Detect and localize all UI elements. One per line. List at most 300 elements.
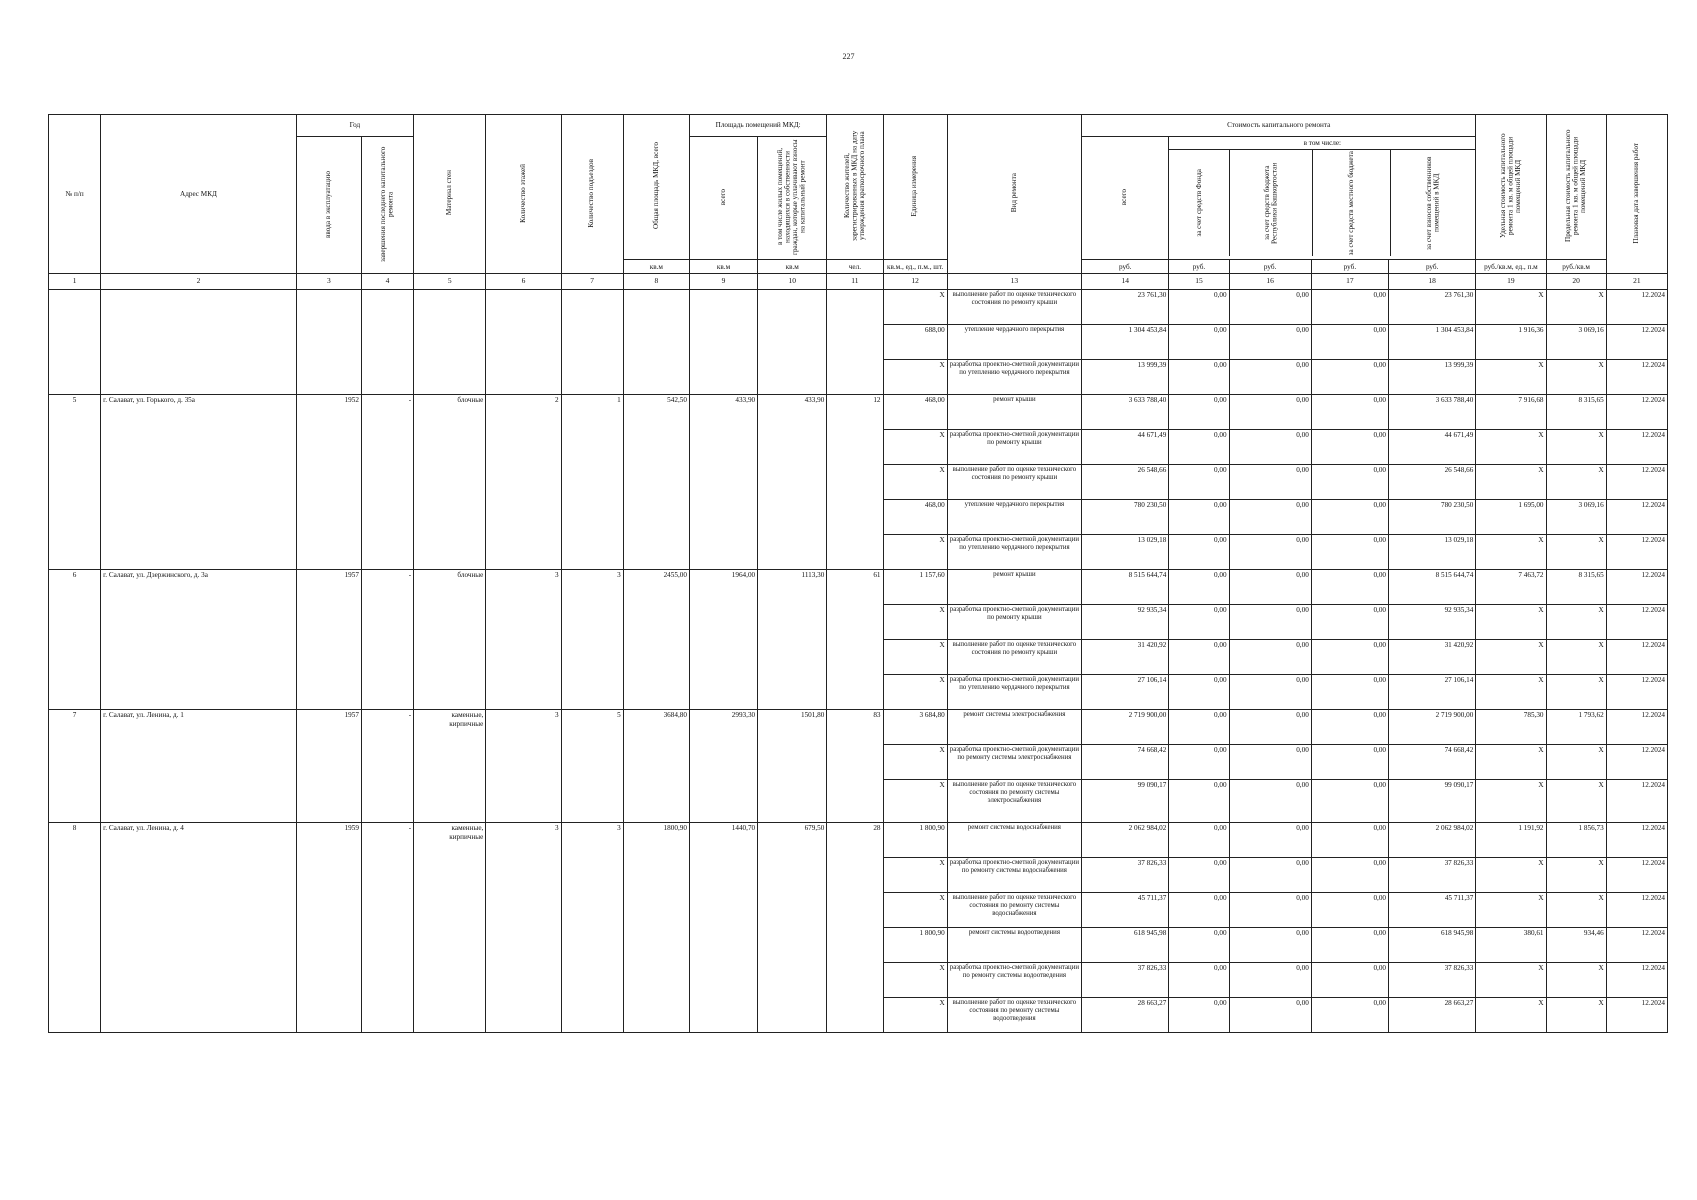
year-last-repair: - (361, 823, 413, 1033)
cost-local: 0,00 (1311, 780, 1388, 823)
header-year-last-repair (361, 137, 413, 274)
column-number: 7 (561, 274, 623, 290)
header-total-area (623, 115, 689, 260)
cost-fund: 0,00 (1169, 745, 1229, 780)
unit-cost: X (1476, 858, 1546, 893)
planned-date: 12.2024 (1606, 963, 1667, 998)
floors-count (486, 290, 561, 395)
header-area-total-label: всего (718, 188, 727, 206)
premises-area: 1440,70 (689, 823, 757, 1033)
planned-date: 12.2024 (1606, 675, 1667, 710)
owned-area: 433,90 (758, 395, 827, 570)
column-number: 14 (1082, 274, 1169, 290)
header-including-group (1169, 137, 1476, 260)
cost-local: 0,00 (1311, 360, 1388, 395)
planned-date: 12.2024 (1606, 500, 1667, 535)
unit-cost: X (1476, 430, 1546, 465)
header-cost-fund (1169, 150, 1230, 256)
cost-total: 13 029,18 (1082, 535, 1169, 570)
cost-fund: 0,00 (1169, 675, 1229, 710)
cost-republic: 0,00 (1229, 325, 1311, 360)
max-cost: X (1546, 535, 1606, 570)
cost-total: 8 515 644,74 (1082, 570, 1169, 605)
cost-fund: 0,00 (1169, 893, 1229, 928)
premises-area: 2993,30 (689, 710, 757, 823)
cost-owners: 37 826,33 (1389, 858, 1476, 893)
work-quantity: X (883, 640, 947, 675)
unit-cost-republic: руб. (1229, 260, 1311, 274)
cost-fund: 0,00 (1169, 325, 1229, 360)
floors-count: 3 (486, 570, 561, 710)
work-quantity: 688,00 (883, 325, 947, 360)
header-total-area-label: Общая площадь МКД, всего (651, 142, 660, 230)
entrances-count: 3 (561, 570, 623, 710)
cost-owners: 13 999,39 (1389, 360, 1476, 395)
work-quantity: X (883, 893, 947, 928)
cost-owners: 8 515 644,74 (1389, 570, 1476, 605)
cost-total: 31 420,92 (1082, 640, 1169, 675)
cost-local: 0,00 (1311, 928, 1388, 963)
planned-date: 12.2024 (1606, 928, 1667, 963)
cost-republic: 0,00 (1229, 710, 1311, 745)
work-type: разработка проектно-сметной документации по ремонту системы водоснабжения (947, 858, 1081, 893)
header-including-cells (1169, 150, 1475, 256)
cost-local: 0,00 (1311, 858, 1388, 893)
house-address: г. Салават, ул. Ленина, д. 1 (101, 710, 297, 823)
cost-fund: 0,00 (1169, 465, 1229, 500)
entrances-count (561, 290, 623, 395)
work-type: разработка проектно-сметной документации по ремонту системы водоотведения (947, 963, 1081, 998)
year-commissioning: 1957 (296, 710, 361, 823)
work-quantity: X (883, 675, 947, 710)
cost-fund: 0,00 (1169, 928, 1229, 963)
column-number: 12 (883, 274, 947, 290)
cost-republic: 0,00 (1229, 465, 1311, 500)
cost-owners: 45 711,37 (1389, 893, 1476, 928)
header-residents (827, 115, 883, 260)
unit-cost: X (1476, 605, 1546, 640)
cost-fund: 0,00 (1169, 858, 1229, 893)
planned-date: 12.2024 (1606, 998, 1667, 1033)
unit-cost: X (1476, 675, 1546, 710)
cost-republic: 0,00 (1229, 858, 1311, 893)
header-max-cost (1546, 115, 1606, 260)
work-type: выполнение работ по оценке технического состояния по ремонту крыши (947, 640, 1081, 675)
cost-total: 27 106,14 (1082, 675, 1169, 710)
unit-cost-total: руб. (1082, 260, 1169, 274)
cost-total: 44 671,49 (1082, 430, 1169, 465)
house-address (101, 290, 297, 395)
column-number: 17 (1311, 274, 1388, 290)
header-entrances-label: Количество подъездов (587, 158, 596, 228)
unit-residents: чел. (827, 260, 883, 274)
house-address: г. Салават, ул. Ленина, д. 4 (101, 823, 297, 1033)
year-last-repair (361, 290, 413, 395)
wall-material (414, 290, 486, 395)
wall-material: блочные (414, 395, 486, 570)
header-cost-total (1082, 137, 1169, 260)
unit-cost: X (1476, 535, 1546, 570)
work-quantity: X (883, 360, 947, 395)
planned-date: 12.2024 (1606, 325, 1667, 360)
work-quantity: X (883, 780, 947, 823)
header-year-group: Год (296, 115, 413, 137)
cost-fund: 0,00 (1169, 640, 1229, 675)
column-number: 11 (827, 274, 883, 290)
total-area: 3684,80 (623, 710, 689, 823)
unit-cost-fund: руб. (1169, 260, 1229, 274)
column-number: 13 (947, 274, 1081, 290)
planned-date: 12.2024 (1606, 745, 1667, 780)
cost-local: 0,00 (1311, 325, 1388, 360)
column-number: 20 (1546, 274, 1606, 290)
floors-count: 3 (486, 710, 561, 823)
work-type: разработка проектно-сметной документации по ремонту системы электроснабжения (947, 745, 1081, 780)
year-commissioning: 1952 (296, 395, 361, 570)
work-quantity: X (883, 858, 947, 893)
header-unit-label: Единица измерения (910, 155, 919, 217)
work-type: ремонт крыши (947, 570, 1081, 605)
work-type: выполнение работ по оценке технического состояния по ремонту крыши (947, 290, 1081, 325)
house-number: 6 (49, 570, 101, 710)
cost-total: 28 663,27 (1082, 998, 1169, 1033)
planned-date: 12.2024 (1606, 823, 1667, 858)
header-no: № п/п (49, 115, 101, 274)
unit-cost: X (1476, 963, 1546, 998)
cost-local: 0,00 (1311, 823, 1388, 858)
unit-measure: кв.м., ед., п.м., шт. (883, 260, 947, 274)
cost-republic: 0,00 (1229, 823, 1311, 858)
planned-date: 12.2024 (1606, 780, 1667, 823)
planned-date: 12.2024 (1606, 395, 1667, 430)
cost-republic: 0,00 (1229, 963, 1311, 998)
header-cost-owners-label: за счет взносов собственников помещений в МКД (1424, 156, 1441, 250)
header-cost-republic (1230, 150, 1313, 256)
planned-date: 12.2024 (1606, 535, 1667, 570)
header-cost-fund-label: за счет средств Фонда (1194, 169, 1203, 237)
unit-cost: 1 695,00 (1476, 500, 1546, 535)
column-number: 16 (1229, 274, 1311, 290)
unit-cost: 7 463,72 (1476, 570, 1546, 605)
header-area-total (689, 137, 757, 260)
cost-owners: 31 420,92 (1389, 640, 1476, 675)
cost-total: 2 719 900,00 (1082, 710, 1169, 745)
cost-local: 0,00 (1311, 535, 1388, 570)
cost-total: 13 999,39 (1082, 360, 1169, 395)
cost-fund: 0,00 (1169, 570, 1229, 605)
header-address: Адрес МКД (101, 115, 297, 274)
cost-fund: 0,00 (1169, 535, 1229, 570)
cost-republic: 0,00 (1229, 928, 1311, 963)
unit-cost-local: руб. (1311, 260, 1388, 274)
max-cost: X (1546, 998, 1606, 1033)
cost-owners: 1 304 453,84 (1389, 325, 1476, 360)
unit-cost: X (1476, 360, 1546, 395)
table-row (49, 395, 1668, 430)
planned-date: 12.2024 (1606, 605, 1667, 640)
work-type: утепление чердачного перекрытия (947, 325, 1081, 360)
work-quantity: 1 157,60 (883, 570, 947, 605)
header-cost-republic-label: за счет средств бюджета Республики Башкортостан (1262, 162, 1279, 244)
work-quantity: 468,00 (883, 500, 947, 535)
table-header (49, 115, 1668, 290)
cost-republic: 0,00 (1229, 998, 1311, 1033)
cost-local: 0,00 (1311, 395, 1388, 430)
work-type: ремонт крыши (947, 395, 1081, 430)
planned-date: 12.2024 (1606, 858, 1667, 893)
unit-cost: 785,30 (1476, 710, 1546, 745)
house-number: 8 (49, 823, 101, 1033)
max-cost: 934,46 (1546, 928, 1606, 963)
house-number (49, 290, 101, 395)
unit-total-area: кв.м (623, 260, 689, 274)
year-last-repair: - (361, 570, 413, 710)
work-quantity: X (883, 963, 947, 998)
cost-local: 0,00 (1311, 893, 1388, 928)
header-floors (486, 115, 561, 274)
house-address: г. Салават, ул. Горького, д. 35а (101, 395, 297, 570)
premises-area: 1964,00 (689, 570, 757, 710)
unit-max-cost: руб./кв.м (1546, 260, 1606, 274)
cost-total: 618 945,98 (1082, 928, 1169, 963)
cost-fund: 0,00 (1169, 710, 1229, 745)
table-row (49, 290, 1668, 325)
cost-local: 0,00 (1311, 290, 1388, 325)
total-area (623, 290, 689, 395)
max-cost: X (1546, 963, 1606, 998)
header-cost-total-label: всего (1120, 188, 1129, 206)
cost-local: 0,00 (1311, 745, 1388, 780)
unit-cost: 1 916,36 (1476, 325, 1546, 360)
cost-owners: 27 106,14 (1389, 675, 1476, 710)
unit-cost: X (1476, 998, 1546, 1033)
unit-cost-owners: руб. (1389, 260, 1476, 274)
unit-cost: X (1476, 465, 1546, 500)
column-number: 21 (1606, 274, 1667, 290)
work-quantity: X (883, 465, 947, 500)
unit-cost: 1 191,92 (1476, 823, 1546, 858)
year-last-repair: - (361, 710, 413, 823)
total-area: 2455,00 (623, 570, 689, 710)
cost-republic: 0,00 (1229, 290, 1311, 325)
header-premises-area-group: Площадь помещений МКД: (689, 115, 826, 137)
work-type: ремонт системы водоснабжения (947, 823, 1081, 858)
work-type: разработка проектно-сметной документации по утеплению чердачного перекрытия (947, 675, 1081, 710)
header-cost-owners (1391, 150, 1475, 256)
cost-fund: 0,00 (1169, 963, 1229, 998)
owned-area (758, 290, 827, 395)
cost-fund: 0,00 (1169, 360, 1229, 395)
table-row (49, 710, 1668, 745)
header-year-last-repair-label: завершения последнего капитального ремонта (378, 146, 395, 262)
max-cost: X (1546, 640, 1606, 675)
header-max-cost-label: Предельная стоимость капитального ремонта 1 кв. м общей площади помещений МКД (1563, 129, 1587, 243)
cost-local: 0,00 (1311, 430, 1388, 465)
max-cost: X (1546, 360, 1606, 395)
year-commissioning (296, 290, 361, 395)
cost-total: 37 826,33 (1082, 858, 1169, 893)
column-number: 15 (1169, 274, 1229, 290)
work-quantity: X (883, 745, 947, 780)
cost-fund: 0,00 (1169, 823, 1229, 858)
unit-area-total: кв.м (689, 260, 757, 274)
total-area: 542,50 (623, 395, 689, 570)
work-type: разработка проектно-сметной документации по утеплению чердачного перекрытия (947, 360, 1081, 395)
cost-owners: 26 548,66 (1389, 465, 1476, 500)
work-type: разработка проектно-сметной документации по ремонту крыши (947, 605, 1081, 640)
work-quantity: 468,00 (883, 395, 947, 430)
header-area-owned (758, 137, 827, 260)
header-work-type-label: Вид ремонта (1009, 173, 1018, 213)
header-unit-cost (1476, 115, 1546, 260)
header-planned-date-label: Плановая дата завершения работ (1632, 142, 1641, 244)
header-wall-material (414, 115, 486, 274)
cost-fund: 0,00 (1169, 605, 1229, 640)
cost-total: 26 548,66 (1082, 465, 1169, 500)
max-cost: X (1546, 675, 1606, 710)
header-floors-label: Количество этажей (518, 163, 527, 223)
owned-area: 1501,80 (758, 710, 827, 823)
cost-owners: 2 062 984,02 (1389, 823, 1476, 858)
max-cost: 8 315,65 (1546, 570, 1606, 605)
work-quantity: 3 684,80 (883, 710, 947, 745)
header-year-commissioning (296, 137, 361, 274)
cost-owners: 37 826,33 (1389, 963, 1476, 998)
planned-date: 12.2024 (1606, 290, 1667, 325)
max-cost: X (1546, 465, 1606, 500)
max-cost: X (1546, 858, 1606, 893)
cost-owners: 23 761,30 (1389, 290, 1476, 325)
premises-area: 433,90 (689, 395, 757, 570)
residents-count: 61 (827, 570, 883, 710)
work-quantity: X (883, 430, 947, 465)
header-wall-material-label: Материал стен (444, 170, 453, 216)
cost-total: 2 062 984,02 (1082, 823, 1169, 858)
header-cost-local (1313, 150, 1391, 256)
cost-owners: 74 668,42 (1389, 745, 1476, 780)
max-cost: X (1546, 893, 1606, 928)
work-type: разработка проектно-сметной документации по утеплению чердачного перекрытия (947, 535, 1081, 570)
cost-owners: 92 935,34 (1389, 605, 1476, 640)
cost-republic: 0,00 (1229, 430, 1311, 465)
max-cost: X (1546, 290, 1606, 325)
cost-local: 0,00 (1311, 465, 1388, 500)
premises-area (689, 290, 757, 395)
cost-owners: 44 671,49 (1389, 430, 1476, 465)
planned-date: 12.2024 (1606, 430, 1667, 465)
header-including: в том числе: (1169, 137, 1475, 150)
cost-owners: 618 945,98 (1389, 928, 1476, 963)
cost-local: 0,00 (1311, 998, 1388, 1033)
house-number: 7 (49, 710, 101, 823)
floors-count: 3 (486, 823, 561, 1033)
unit-cost: X (1476, 780, 1546, 823)
work-type: выполнение работ по оценке технического состояния по ремонту системы водоотведения (947, 998, 1081, 1033)
cost-republic: 0,00 (1229, 395, 1311, 430)
column-number: 8 (623, 274, 689, 290)
work-type: ремонт системы электроснабжения (947, 710, 1081, 745)
max-cost: 3 069,16 (1546, 500, 1606, 535)
header-year-commissioning-label: ввода в эксплуатацию (324, 170, 333, 238)
wall-material: каменные, кирпичные (414, 710, 486, 823)
work-quantity: X (883, 290, 947, 325)
house-address: г. Салават, ул. Дзержинского, д. 3а (101, 570, 297, 710)
cost-fund: 0,00 (1169, 500, 1229, 535)
work-type: выполнение работ по оценке технического состояния по ремонту системы электроснабжения (947, 780, 1081, 823)
planned-date: 12.2024 (1606, 640, 1667, 675)
cost-republic: 0,00 (1229, 745, 1311, 780)
unit-unit-cost: руб./кв.м, ед., п.м (1476, 260, 1546, 274)
max-cost: X (1546, 780, 1606, 823)
header-unit (883, 115, 947, 260)
column-number: 2 (101, 274, 297, 290)
planned-date: 12.2024 (1606, 570, 1667, 605)
work-quantity: X (883, 998, 947, 1033)
unit-cost: 380,61 (1476, 928, 1546, 963)
wall-material: каменные, кирпичные (414, 823, 486, 1033)
cost-republic: 0,00 (1229, 675, 1311, 710)
entrances-count: 3 (561, 823, 623, 1033)
cost-owners: 2 719 900,00 (1389, 710, 1476, 745)
max-cost: 3 069,16 (1546, 325, 1606, 360)
cost-total: 45 711,37 (1082, 893, 1169, 928)
cost-owners: 28 663,27 (1389, 998, 1476, 1033)
year-commissioning: 1957 (296, 570, 361, 710)
floors-count: 2 (486, 395, 561, 570)
work-type: разработка проектно-сметной документации по ремонту крыши (947, 430, 1081, 465)
unit-cost: X (1476, 745, 1546, 780)
unit-cost: X (1476, 893, 1546, 928)
column-number: 10 (758, 274, 827, 290)
cost-local: 0,00 (1311, 605, 1388, 640)
residents-count: 12 (827, 395, 883, 570)
column-number: 19 (1476, 274, 1546, 290)
header-area-owned-label: в том числе жилых помещений, находящихся в собственности граждан, которые уплачивают взносы на капитальный ремонт (776, 139, 807, 255)
wall-material: блочные (414, 570, 486, 710)
column-number: 4 (361, 274, 413, 290)
unit-cost: X (1476, 640, 1546, 675)
page-number: 227 (842, 52, 855, 61)
cost-total: 99 090,17 (1082, 780, 1169, 823)
column-number-row (49, 274, 1668, 290)
column-number: 3 (296, 274, 361, 290)
unit-cost: 7 916,68 (1476, 395, 1546, 430)
cost-local: 0,00 (1311, 710, 1388, 745)
column-number: 1 (49, 274, 101, 290)
header-entrances (561, 115, 623, 274)
cost-local: 0,00 (1311, 963, 1388, 998)
table-body (49, 290, 1668, 1033)
capital-repair-table (48, 114, 1668, 1033)
cost-republic: 0,00 (1229, 500, 1311, 535)
owned-area: 1113,30 (758, 570, 827, 710)
column-number: 9 (689, 274, 757, 290)
cost-owners: 3 633 788,40 (1389, 395, 1476, 430)
planned-date: 12.2024 (1606, 710, 1667, 745)
planned-date: 12.2024 (1606, 893, 1667, 928)
cost-total: 1 304 453,84 (1082, 325, 1169, 360)
planned-date: 12.2024 (1606, 465, 1667, 500)
header-cost-local-label: за счет средств местного бюджета (1347, 150, 1356, 256)
max-cost: X (1546, 605, 1606, 640)
header-work-type (947, 115, 1081, 274)
cost-total: 780 230,50 (1082, 500, 1169, 535)
cost-owners: 99 090,17 (1389, 780, 1476, 823)
max-cost: 8 315,65 (1546, 395, 1606, 430)
cost-owners: 13 029,18 (1389, 535, 1476, 570)
cost-republic: 0,00 (1229, 780, 1311, 823)
entrances-count: 1 (561, 395, 623, 570)
